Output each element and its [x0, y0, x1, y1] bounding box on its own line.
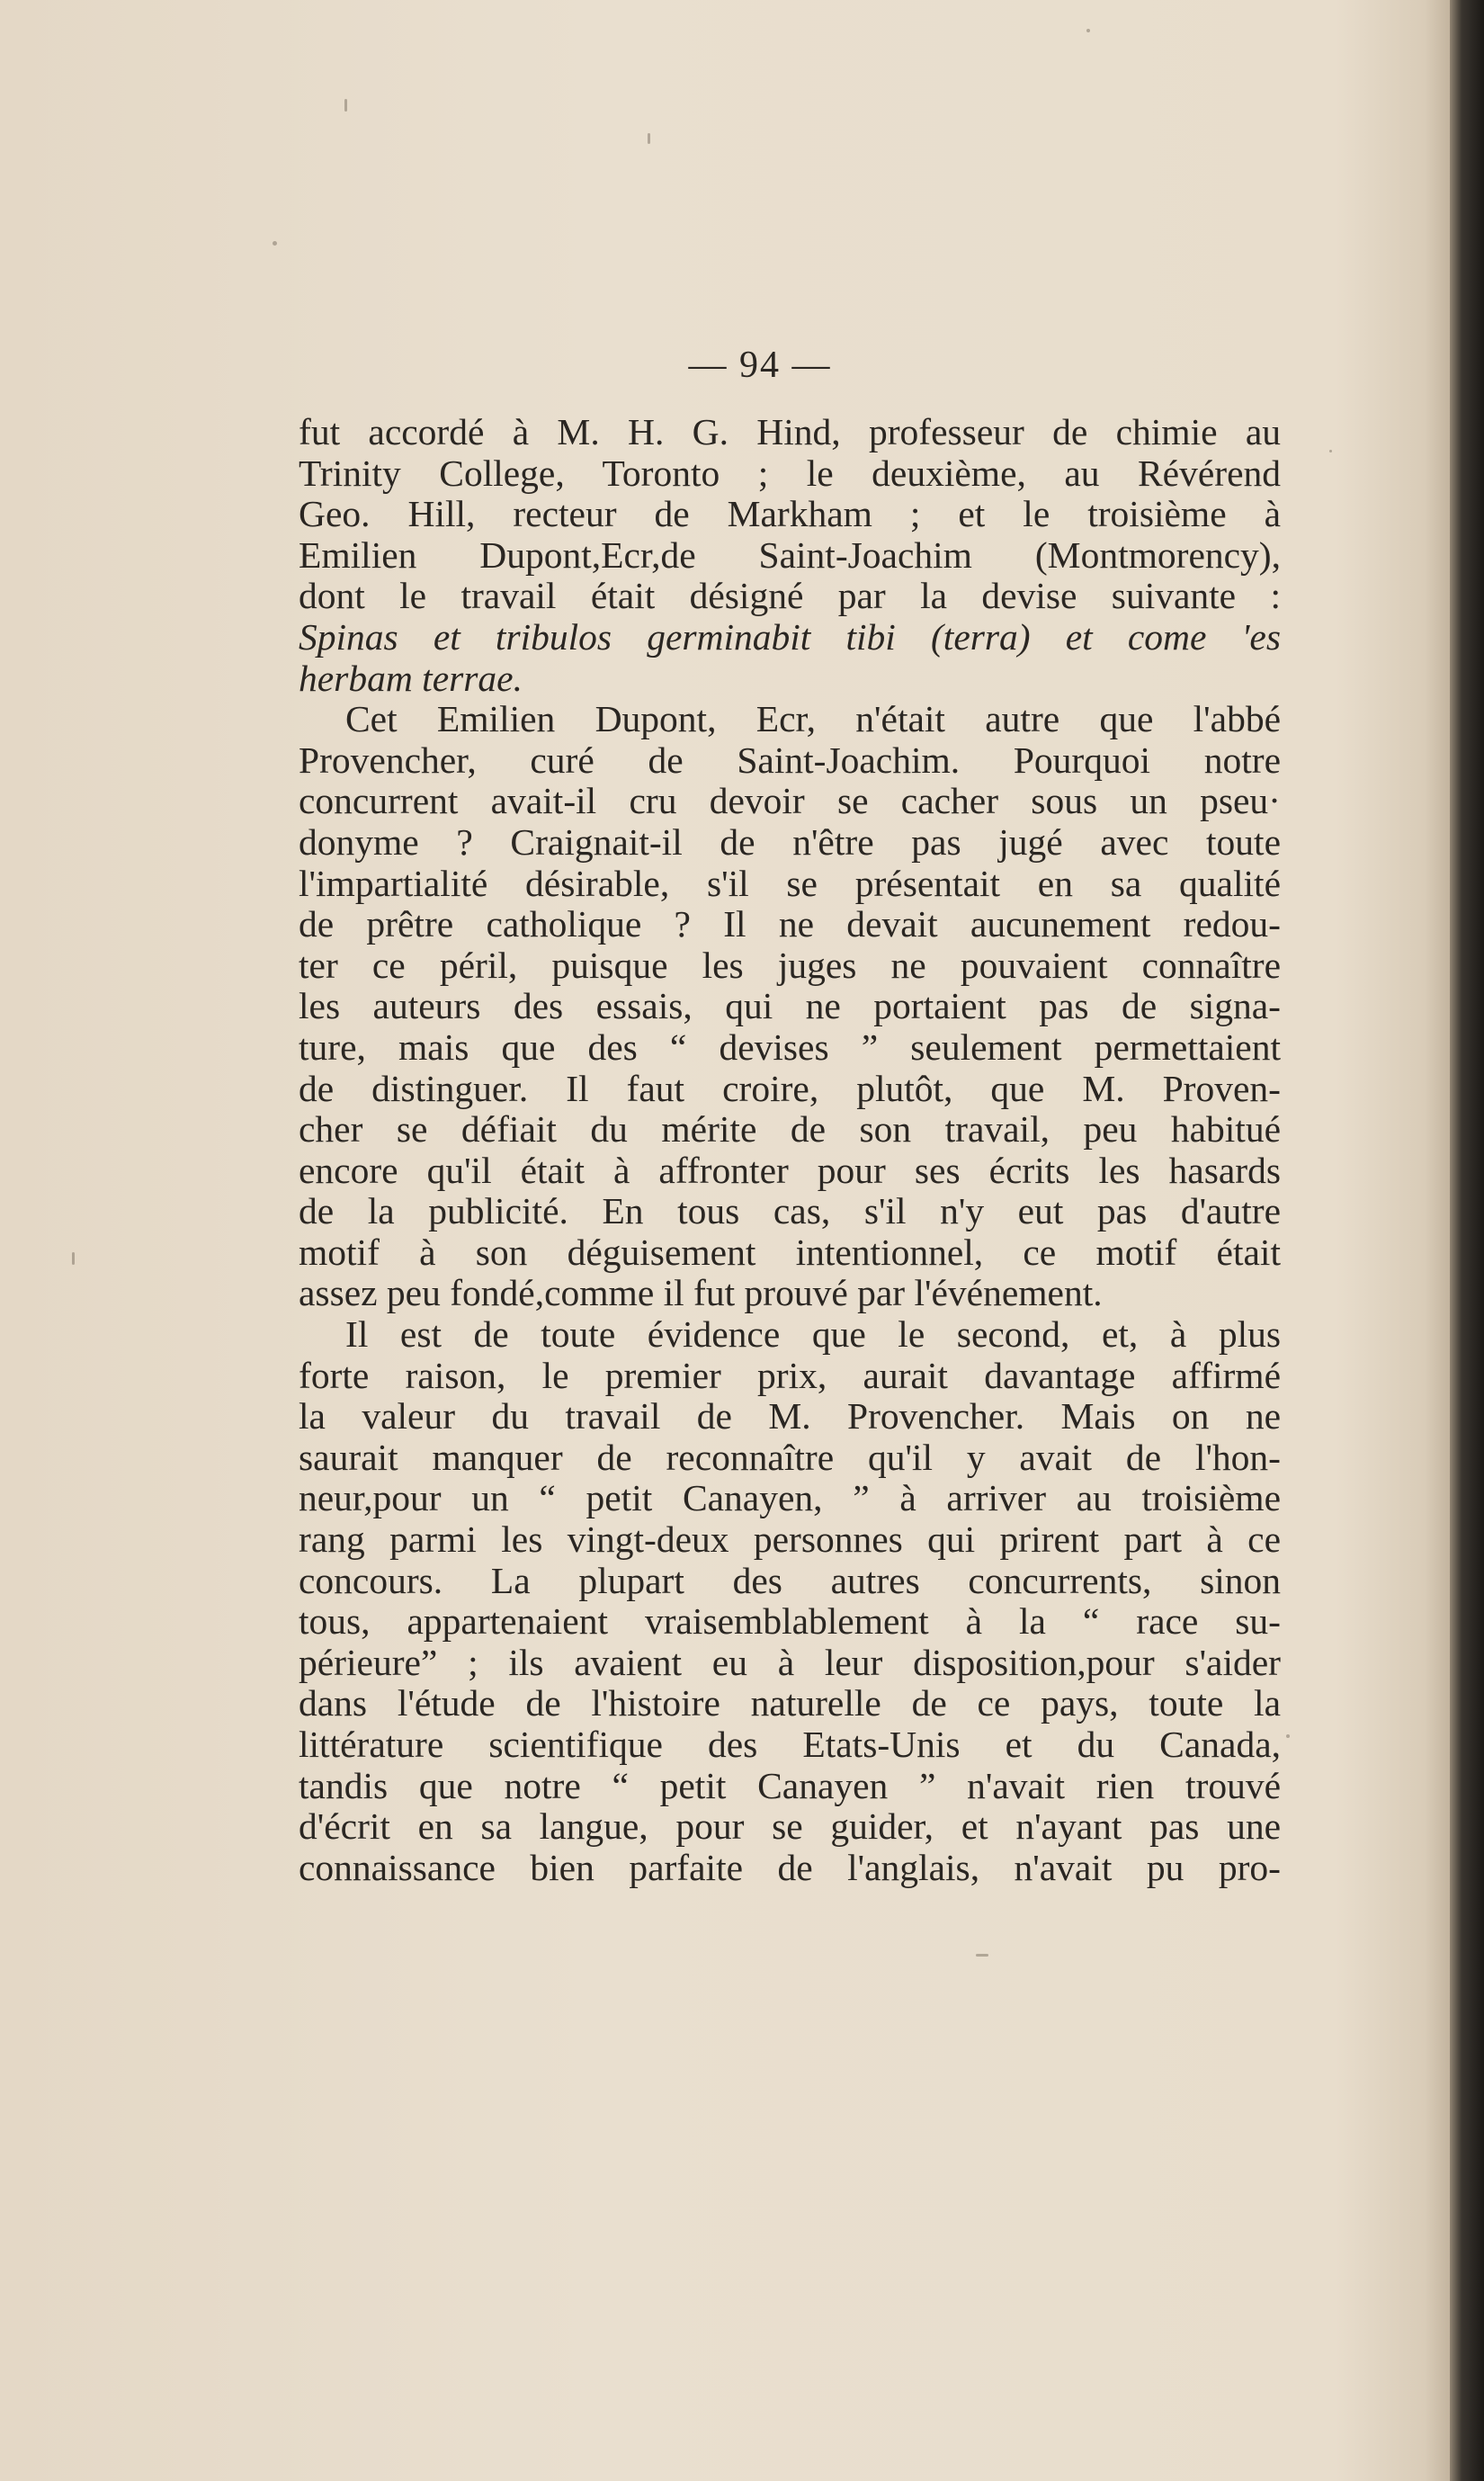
text-line: tous, appartenaient vraisemblablement à la “ race su-	[299, 1600, 1281, 1643]
paper-speck	[344, 99, 347, 112]
paper-speck	[1086, 29, 1090, 32]
text-line: tandis que notre “ petit Canayen ” n'avait rien trouvé	[299, 1764, 1281, 1806]
text-line: concours. La plupart des autres concurrents, sinon	[299, 1559, 1281, 1601]
text-line: dans l'étude de l'histoire naturelle de ce pays, toute la	[299, 1682, 1281, 1724]
text-line: périeure” ; ils avaient eu à leur disposition,pour s'aider	[299, 1641, 1281, 1683]
page-number: — 94 —	[688, 345, 832, 386]
text-line: motif à son déguisement intentionnel, ce motif était	[299, 1231, 1281, 1273]
text-line: concurrent avait-il cru devoir se cacher sous un pseu·	[299, 780, 1281, 822]
text-line: ter ce péril, puisque les juges ne pouvaient connaître	[299, 944, 1281, 986]
paper-speck	[1286, 1734, 1290, 1738]
paper-speck	[1329, 450, 1332, 452]
text-line: neur,pour un “ petit Canayen, ” à arriver au troisième	[299, 1477, 1281, 1519]
text-line: Trinity College, Toronto ; le deuxième, au Révérend	[299, 452, 1281, 494]
text-line: assez peu fondé,comme il fut prouvé par l'événement.	[299, 1272, 1103, 1314]
text-line: Spinas et tribulos germinabit tibi (terra) et come 'es	[299, 615, 1281, 658]
text-line: rang parmi les vingt-deux personnes qui prirent part à ce	[299, 1518, 1281, 1561]
text-line: littérature scientifique des Etats-Unis et du Canada,	[299, 1724, 1281, 1765]
paper-speck	[976, 1954, 988, 1957]
text-line: ture, mais que des “ devises ” seulement permettaient	[299, 1026, 1281, 1068]
text-line: la valeur du travail de M. Provencher. Mais on ne	[299, 1395, 1281, 1438]
text-line: Geo. Hill, recteur de Markham ; et le troisième à	[299, 493, 1281, 535]
text-line: d'écrit en sa langue, pour se guider, et n'ayant pas une	[299, 1805, 1281, 1848]
text-line: Il est de toute évidence que le second, et, à plus	[345, 1313, 1281, 1356]
text-line: forte raison, le premier prix, aurait davantage affirmé	[299, 1354, 1281, 1396]
text-line: de prêtre catholique ? Il ne devait aucunement redou-	[299, 903, 1281, 945]
text-line: dont le travail était désigné par la devise suivante :	[299, 575, 1281, 617]
text-line: Cet Emilien Dupont, Ecr, n'était autre que l'abbé	[345, 698, 1281, 740]
body-text	[299, 412, 1281, 1888]
text-line: l'impartialité désirable, s'il se présentait en sa qualité	[299, 862, 1281, 904]
text-line: de distinguer. Il faut croire, plutôt, que M. Proven-	[299, 1067, 1281, 1109]
text-line: connaissance bien parfaite de l'anglais, n'avait pu pro-	[299, 1846, 1281, 1888]
text-line: saurait manquer de reconnaître qu'il y avait de l'hon-	[299, 1436, 1281, 1478]
text-line: cher se défiait du mérite de son travail, peu habitué	[299, 1108, 1281, 1151]
text-line: fut accordé à M. H. G. Hind, professeur de chimie au	[299, 411, 1281, 452]
text-line: Emilien Dupont,Ecr,de Saint-Joachim (Montmorency),	[299, 533, 1281, 576]
text-line: Provencher, curé de Saint-Joachim. Pourquoi notre	[299, 739, 1281, 781]
text-line: herbam terrae.	[299, 657, 523, 699]
paper-speck	[273, 241, 277, 246]
paper-speck	[72, 1252, 75, 1265]
text-line: de la publicité. En tous cas, s'il n'y eut pas d'autre	[299, 1190, 1281, 1232]
text-line: donyme ? Craignait-il de n'être pas jugé avec toute	[299, 820, 1281, 863]
text-line: encore qu'il était à affronter pour ses écrits les hasards	[299, 1149, 1281, 1191]
paper-speck	[648, 133, 650, 144]
text-line: les auteurs des essais, qui ne portaient pas de signa-	[299, 985, 1281, 1027]
